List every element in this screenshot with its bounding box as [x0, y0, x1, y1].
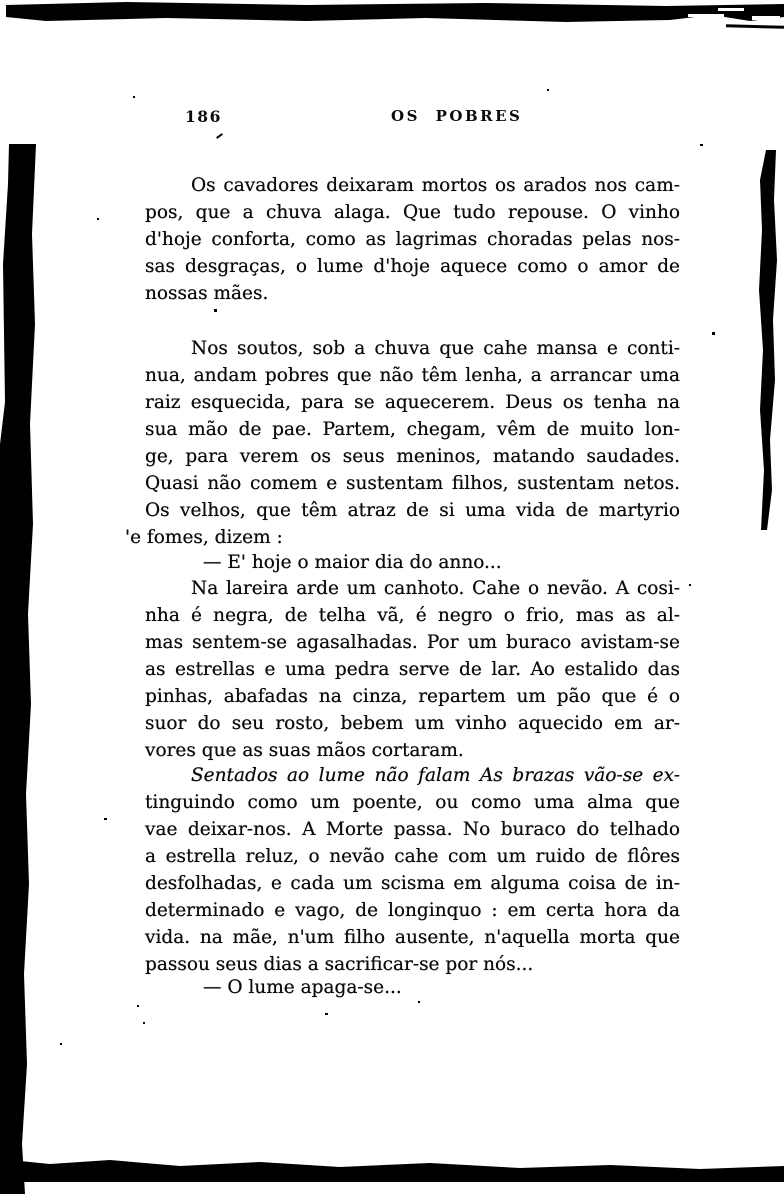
scan-artifact-top-right-streak: [726, 24, 784, 29]
scan-speck: [689, 584, 691, 586]
text-line: sua mão de pae. Partem, chegam, vêm de muito lon-: [145, 419, 680, 440]
text-line: d'hoje conforta, como as lagrimas choradas pelas nos-: [145, 229, 680, 250]
scan-speck: [712, 332, 715, 335]
text-line: nha é negra, de telha vã, é negro o frio, mas as al-: [145, 605, 680, 626]
scan-speck: [60, 1043, 62, 1045]
scan-speck: [97, 218, 99, 220]
dialogue-line: — O lume apaga-se...: [203, 977, 402, 998]
text-line: passou seus dias a sacrificar-se por nós...: [145, 954, 534, 975]
paragraph-2: [125, 335, 680, 551]
scan-artifact-left-band: [0, 144, 40, 1194]
text-line: vida. na mãe, n'um filho ausente, n'aquella morta que: [145, 927, 680, 948]
scan-speck: [133, 96, 135, 98]
text-line: pos, que a chuva alaga. Que tudo repouse. O vinho: [145, 202, 680, 223]
text-line: Na lareira arde um canhoto. Cahe o nevão. A cosi-: [191, 578, 680, 599]
scan-artifact-white-streak: [688, 14, 724, 17]
paragraph-1: [145, 172, 680, 307]
text-line: vae deixar-nos. A Morte passa. No buraco do telhado: [145, 819, 680, 840]
text-line: nua, andam pobres que não têm lenha, a arrancar uma: [145, 365, 680, 386]
scan-speck: [137, 1005, 139, 1007]
scan-artifact-bottom-bar: [0, 1157, 784, 1183]
dialogue-line: — E' hoje o maior dia do anno...: [203, 552, 502, 573]
running-title: OS POBRES: [391, 107, 523, 125]
text-line: pinhas, abafadas na cinza, repartem um pão que é o: [145, 686, 680, 707]
text-line: mas sentem-se agasalhadas. Por um buraco avistam-se: [145, 632, 680, 653]
text-line: Nos soutos, sob a chuva que cahe mansa e conti-: [191, 338, 680, 359]
text-line: a estrella reluz, o nevão cahe com um ruido de flôres: [145, 846, 680, 867]
text-line: Os velhos, que têm atraz de si uma vida de martyrio: [145, 500, 680, 521]
scan-speck: [216, 133, 223, 139]
scan-speck: [325, 1013, 328, 1015]
text-line: suor do seu rosto, bebem um vinho aquecido em ar-: [145, 713, 680, 734]
text-line: desfolhadas, e cada um scisma em alguma coisa de in-: [145, 873, 680, 894]
scan-artifact-top-bar: [6, 2, 784, 23]
scan-speck: [143, 1022, 145, 1024]
text-line: Quasi não comem e sustentam filhos, sustentam netos.: [145, 473, 680, 494]
text-line: as estrellas e uma pedra serve de lar. Ao estalido das: [145, 659, 680, 680]
text-line: raiz esquecida, para se aquecerem. Deus os tenha na: [145, 392, 680, 413]
scan-artifact-white-streak: [718, 8, 744, 11]
text-line: Os cavadores deixaram mortos os arados nos cam-: [191, 175, 680, 196]
paragraph-4: [145, 762, 680, 978]
scan-speck: [547, 89, 549, 91]
paragraph-3: [145, 575, 680, 764]
page-number: 186: [185, 107, 222, 126]
scan-artifact-right-band: [756, 150, 780, 530]
text-line: ge, para verem os seus meninos, matando saudades.: [145, 446, 680, 467]
scan-artifact-white-streak: [752, 16, 780, 20]
scan-speck: [104, 818, 107, 820]
text-line: Sentados ao lume não falam As brazas vão-se ex-: [191, 765, 680, 786]
text-line: determinado e vago, de longinquo : em certa hora da: [145, 900, 680, 921]
text-line: 'e fomes, dizem :: [125, 527, 283, 548]
text-line: nossas mães.: [145, 283, 269, 304]
text-line: vores que as suas mãos cortaram.: [145, 740, 464, 761]
text-line: sas desgraças, o lume d'hoje aquece como o amor de: [145, 256, 680, 277]
scan-speck: [214, 309, 217, 312]
text-line: tinguindo como um poente, ou como uma alma que: [145, 792, 680, 813]
scan-speck: [700, 144, 703, 146]
scan-speck: [418, 1001, 420, 1003]
